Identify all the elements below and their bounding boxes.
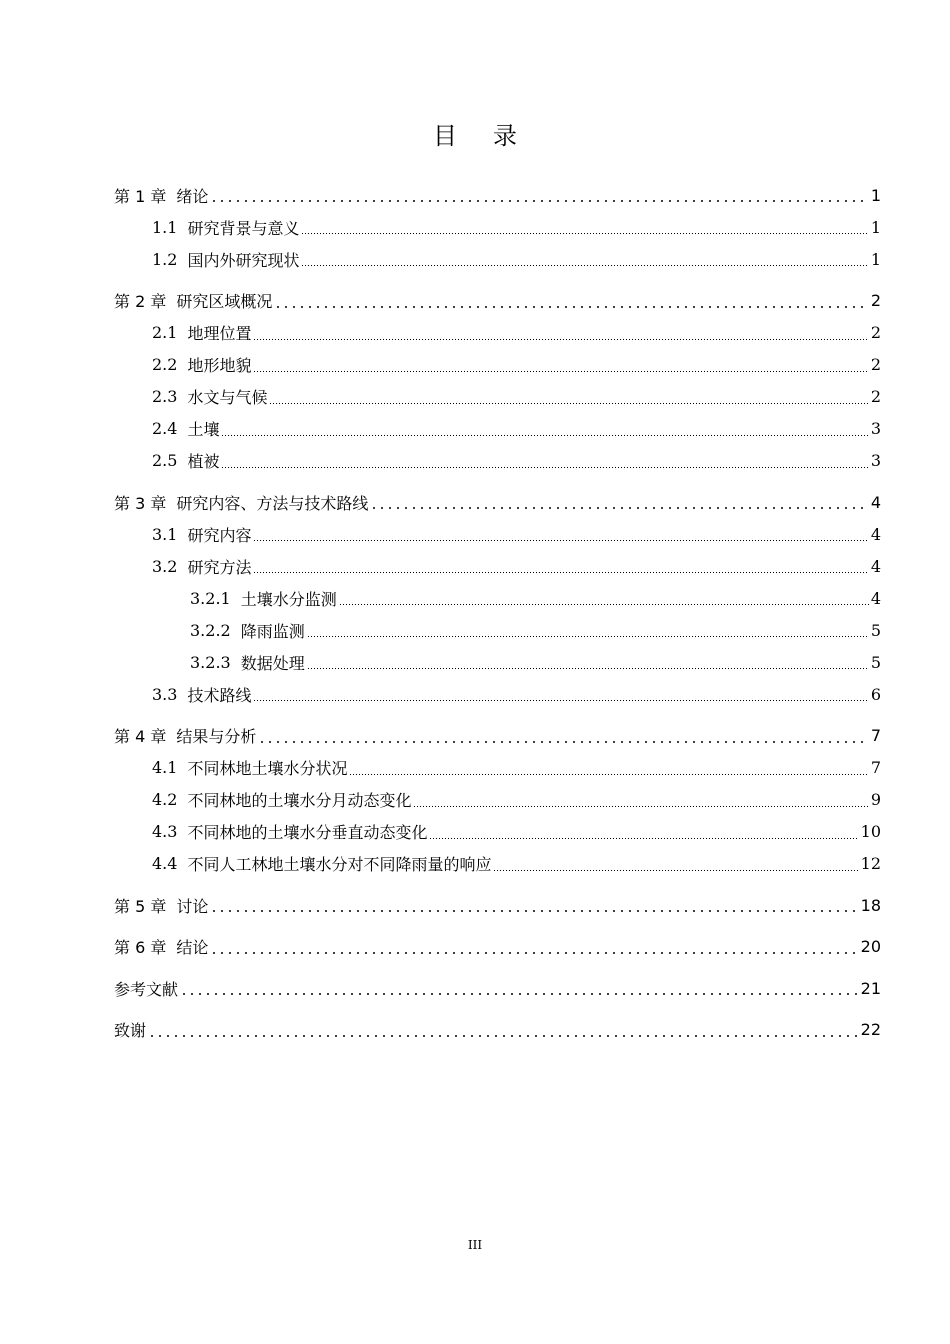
toc-section-entry[interactable] <box>152 519 881 549</box>
toc-subsection-entry[interactable] <box>190 583 881 613</box>
toc-dot-leader <box>253 679 868 709</box>
toc-dot-leader <box>274 286 868 316</box>
toc-entry-page: 7 <box>870 758 881 777</box>
toc-entry-page: 18 <box>860 895 881 915</box>
toc-dot-leader <box>253 318 868 348</box>
toc-entry-page: 9 <box>870 790 881 809</box>
toc-section-entry[interactable] <box>152 679 881 709</box>
toc-entry-page: 10 <box>860 822 881 841</box>
toc-section-entry[interactable] <box>152 785 881 815</box>
toc-dot-leader <box>258 721 868 751</box>
toc-chapter-entry[interactable] <box>114 1015 881 1045</box>
toc-entry-number: 2.1 <box>152 323 178 342</box>
toc-title-char: 录 <box>493 122 517 150</box>
toc-entry-number: 4.3 <box>152 822 178 841</box>
toc-chapter-entry[interactable] <box>114 487 881 517</box>
toc-section-entry[interactable] <box>152 551 881 581</box>
toc-dot-leader <box>269 382 868 412</box>
toc-entry-label: 土壤 <box>187 420 220 439</box>
toc-chapter-entry[interactable] <box>114 180 881 210</box>
toc-dot-leader <box>253 551 868 581</box>
toc-entry-page: 1 <box>870 185 881 205</box>
toc-dot-leader <box>307 647 869 677</box>
toc-dot-leader <box>253 519 868 549</box>
toc-entry-label: 技术路线 <box>187 685 252 705</box>
toc-title <box>0 116 950 151</box>
toc-entry-label: 研究背景与意义 <box>187 218 300 238</box>
toc-entry-number: 4.2 <box>152 790 178 809</box>
toc-dot-leader <box>148 1015 859 1045</box>
toc-dot-leader <box>210 890 858 920</box>
toc-entry-page: 2 <box>870 291 881 310</box>
toc-entry-page: 21 <box>860 978 881 998</box>
toc-dot-leader <box>370 487 868 517</box>
toc-dot-leader <box>180 973 859 1003</box>
toc-section-entry[interactable] <box>152 350 881 380</box>
toc-entry-page: 6 <box>870 684 881 704</box>
toc-section-entry[interactable] <box>152 244 881 274</box>
toc-entry-number: 第 2 章 <box>114 292 167 311</box>
toc-entry-page: 1 <box>870 217 881 237</box>
toc-dot-leader <box>221 414 868 444</box>
toc-entry-number: 第 1 章 <box>114 186 167 206</box>
toc-dot-leader <box>301 244 868 274</box>
toc-entry-number: 1.2 <box>152 249 178 269</box>
toc-dot-leader <box>339 583 869 613</box>
toc-entry-page: 2 <box>870 387 881 406</box>
toc-dot-leader <box>413 785 868 815</box>
toc-chapter-entry[interactable] <box>114 286 881 316</box>
toc-dot-leader <box>301 212 868 242</box>
toc-entry-label: 不同林地的土壤水分垂直动态变化 <box>187 823 428 842</box>
toc-chapter-entry[interactable] <box>114 973 881 1003</box>
toc-entry-label: 植被 <box>187 452 220 471</box>
toc-section-entry[interactable] <box>152 849 881 879</box>
toc-section-entry[interactable] <box>152 753 881 783</box>
toc-entry-label: 研究区域概况 <box>176 292 273 311</box>
toc-entry-number: 第 3 章 <box>114 493 167 513</box>
toc-entry-label: 结果与分析 <box>176 727 257 746</box>
toc-dot-leader <box>307 615 869 645</box>
toc-entry-number: 2.4 <box>152 419 178 438</box>
toc-title-char: 目 <box>433 122 457 150</box>
page-number: III <box>467 1238 483 1252</box>
toc-dot-leader <box>221 446 868 476</box>
toc-entry-page: 5 <box>870 620 881 640</box>
toc-subsection-entry[interactable] <box>190 615 881 645</box>
toc-entry-label: 土壤水分监测 <box>240 589 337 609</box>
toc-entry-label: 不同林地土壤水分状况 <box>187 759 348 778</box>
toc-entry-label: 绪论 <box>176 186 209 206</box>
toc-dot-leader <box>253 350 868 380</box>
toc-entry-page: 12 <box>860 854 881 873</box>
toc-subsection-entry[interactable] <box>190 647 881 677</box>
toc-entry-page: 3 <box>870 419 881 438</box>
toc-section-entry[interactable] <box>152 446 881 476</box>
toc-entry-label: 降雨监测 <box>240 621 305 641</box>
toc-entry-label: 不同人工林地土壤水分对不同降雨量的响应 <box>187 855 492 874</box>
toc-entry-number: 3.2.3 <box>190 652 231 672</box>
toc-chapter-entry[interactable] <box>114 890 881 920</box>
toc-entry-number: 第 5 章 <box>114 896 167 916</box>
toc-dot-leader <box>493 849 858 879</box>
toc-entry-label: 研究内容、方法与技术路线 <box>176 493 369 513</box>
toc-entry-number: 3.2 <box>152 556 178 576</box>
toc-entry-label: 结论 <box>176 938 209 957</box>
toc-section-entry[interactable] <box>152 212 881 242</box>
toc-entry-label: 国内外研究现状 <box>187 250 300 270</box>
toc-entry-label: 致谢 <box>114 1021 147 1040</box>
toc-entry-label: 讨论 <box>176 896 209 916</box>
toc-entry-number: 第 6 章 <box>114 938 167 957</box>
toc-entry-number: 4.4 <box>152 854 178 873</box>
toc-entry-page: 2 <box>870 355 881 374</box>
toc-entry-label: 不同林地的土壤水分月动态变化 <box>187 791 412 810</box>
toc-entry-label: 参考文献 <box>114 979 179 999</box>
toc-entry-page: 20 <box>860 937 881 956</box>
toc-dot-leader <box>349 753 868 783</box>
toc-entry-page: 1 <box>870 249 881 269</box>
toc-entry-label: 水文与气候 <box>187 388 268 407</box>
toc-entry-number: 3.1 <box>152 524 178 544</box>
toc-entry-label: 地理位置 <box>187 324 252 343</box>
toc-section-entry[interactable] <box>152 414 881 444</box>
toc-dot-leader <box>429 817 858 847</box>
toc-entry-label: 数据处理 <box>240 653 305 673</box>
toc-section-entry[interactable] <box>152 382 881 412</box>
toc-entry-number: 1.1 <box>152 217 178 237</box>
toc-entry-label: 研究内容 <box>187 525 252 545</box>
toc-entry-label: 地形地貌 <box>187 356 252 375</box>
toc-entry-number: 2.3 <box>152 387 178 406</box>
toc-entry-label: 研究方法 <box>187 557 252 577</box>
toc-entry-page: 4 <box>870 588 881 608</box>
toc-entry-page: 5 <box>870 652 881 672</box>
toc-entry-number: 3.3 <box>152 684 178 704</box>
toc-entry-number: 4.1 <box>152 758 178 777</box>
toc-section-entry[interactable] <box>152 318 881 348</box>
toc-entry-page: 4 <box>870 524 881 544</box>
toc-entry-page: 7 <box>870 726 881 745</box>
toc-entry-page: 22 <box>860 1020 881 1039</box>
toc-entry-page: 2 <box>870 323 881 342</box>
toc-entry-page: 4 <box>870 556 881 576</box>
toc-entry-number: 第 4 章 <box>114 727 167 746</box>
toc-dot-leader <box>210 932 858 962</box>
toc-dot-leader <box>210 180 868 210</box>
toc-section-entry[interactable] <box>152 817 881 847</box>
toc-entry-page: 3 <box>870 451 881 470</box>
toc-chapter-entry[interactable] <box>114 721 881 751</box>
toc-chapter-entry[interactable] <box>114 932 881 962</box>
toc-entry-number: 3.2.2 <box>190 620 231 640</box>
toc-entry-page: 4 <box>870 492 881 512</box>
toc-entry-number: 3.2.1 <box>190 588 231 608</box>
toc-entry-number: 2.2 <box>152 355 178 374</box>
toc-entry-number: 2.5 <box>152 451 178 470</box>
